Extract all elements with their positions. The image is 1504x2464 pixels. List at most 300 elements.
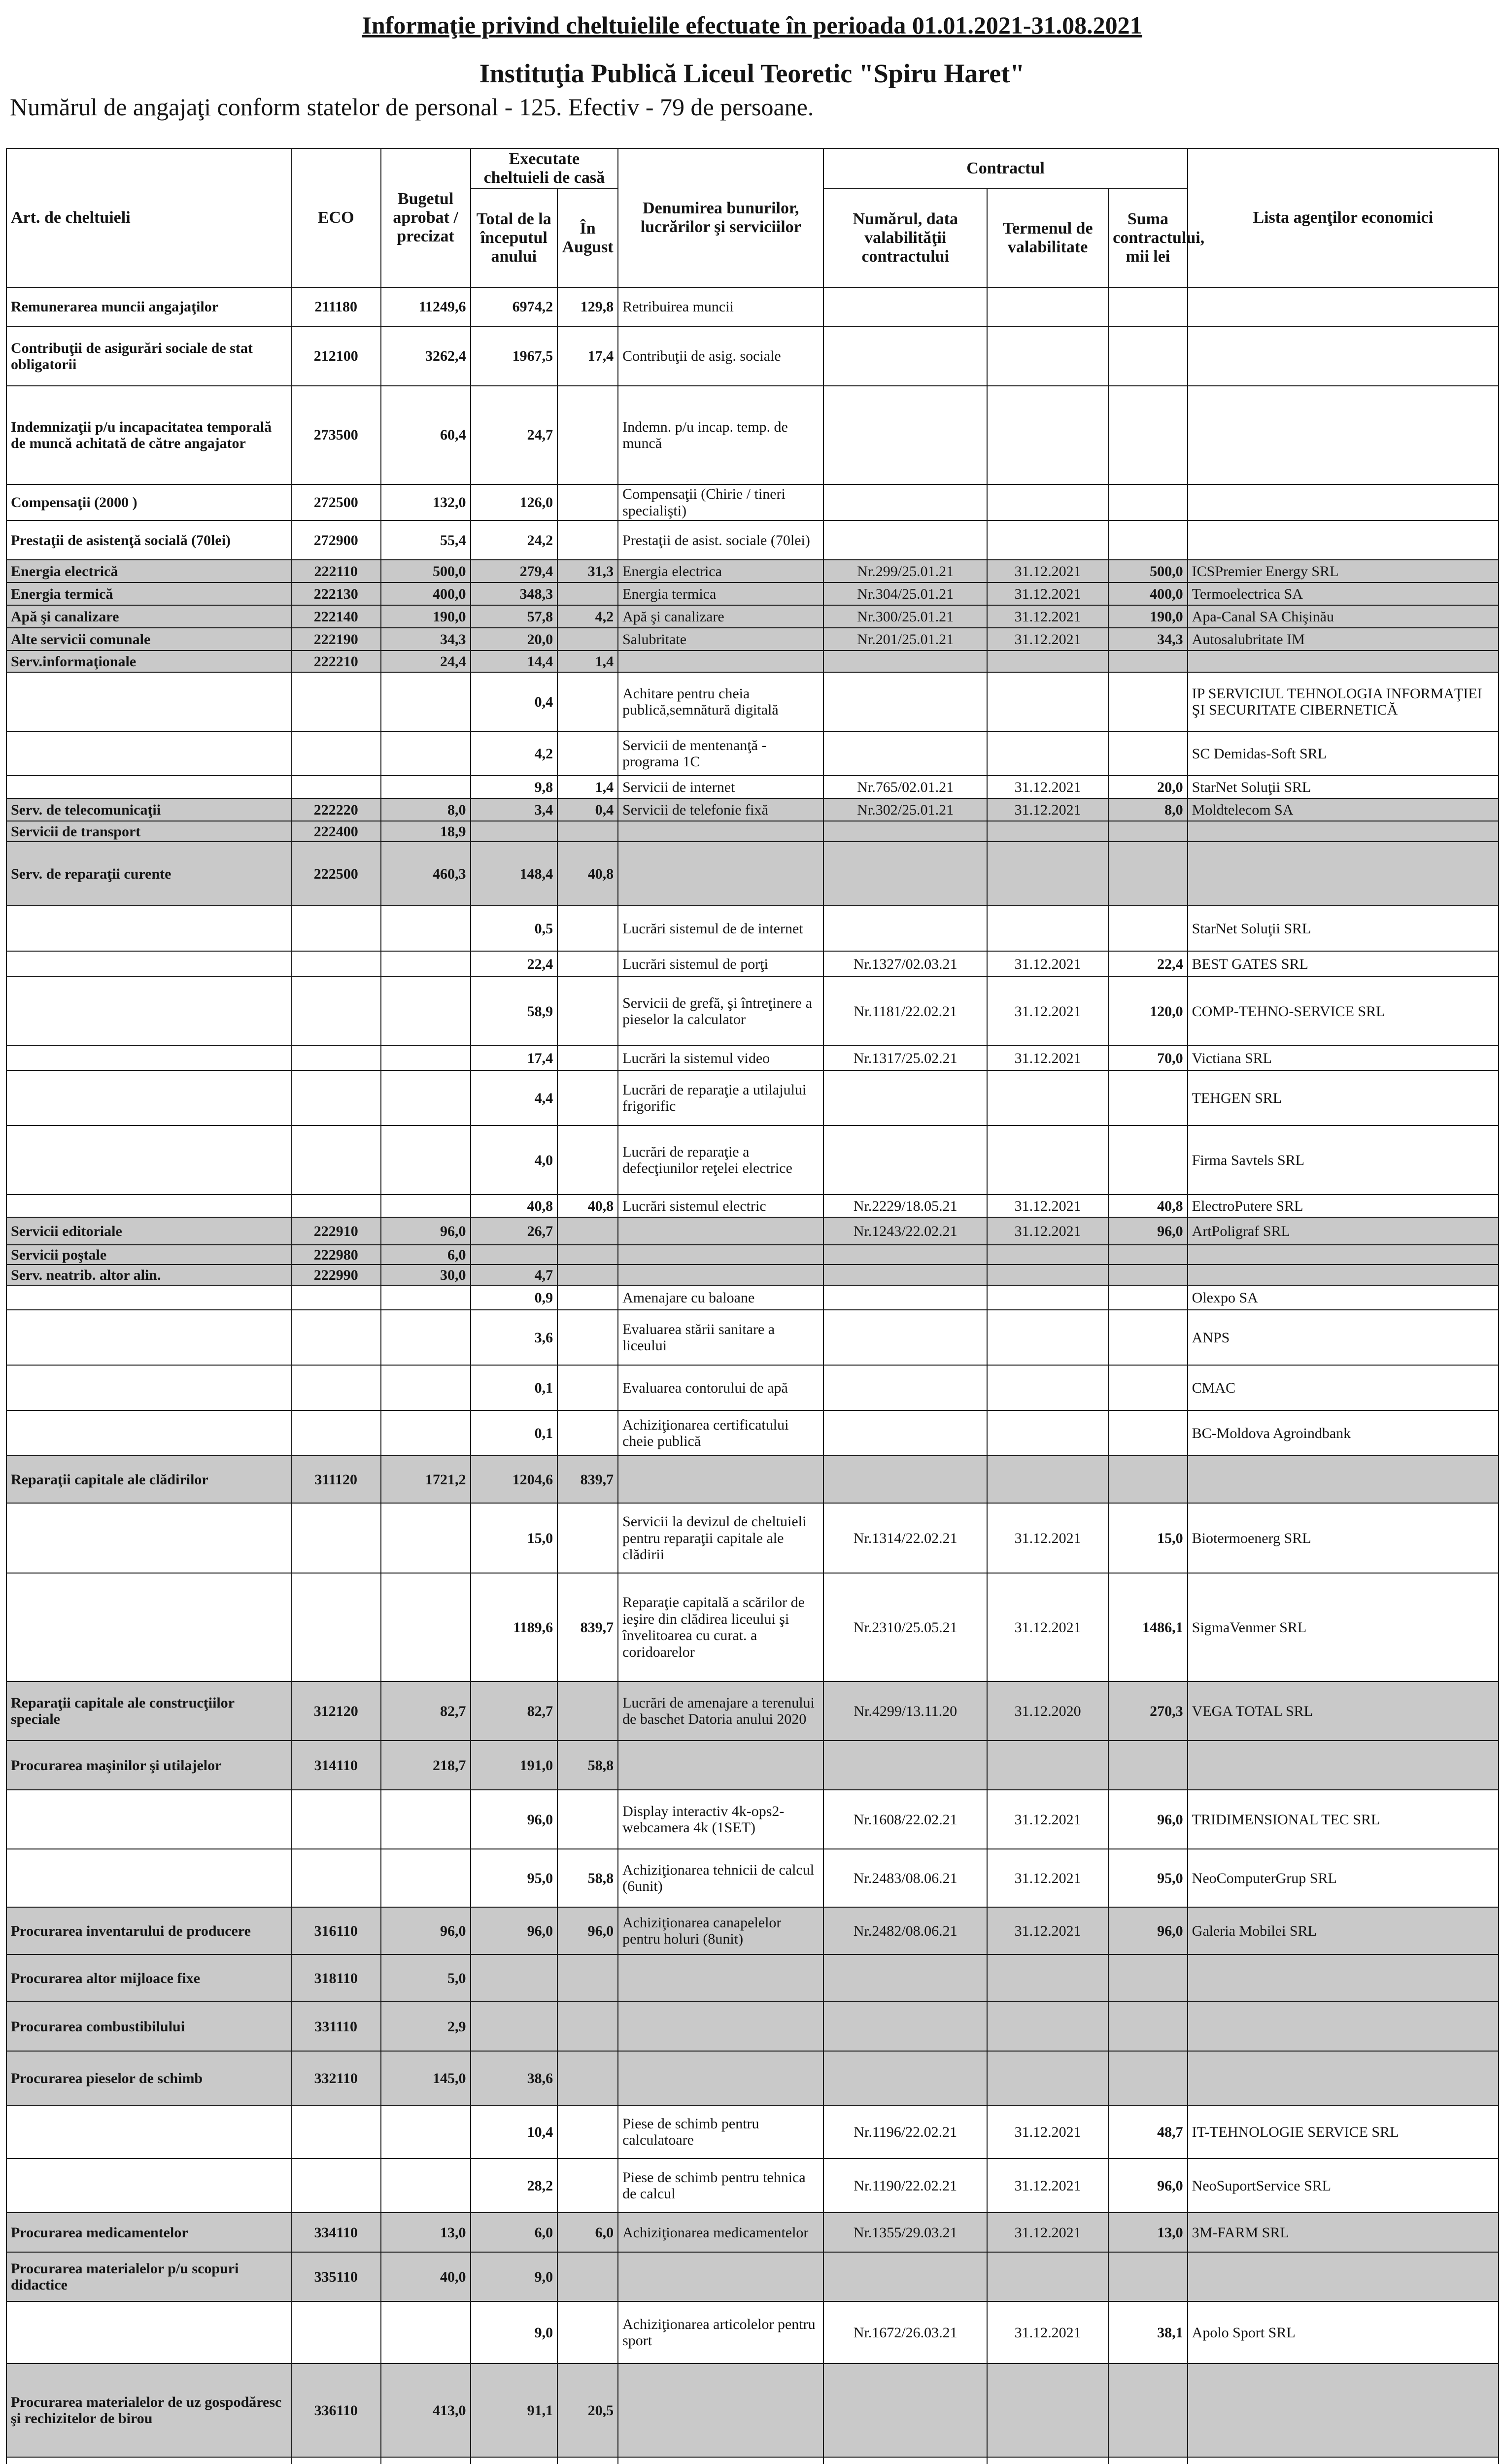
- cell-executed-august: [557, 2002, 618, 2051]
- cell-executed-total: 91,1: [471, 2363, 558, 2457]
- cell-goods: Reparaţie capitală a scărilor de ieşire din clădirea liceului şi învelitoarea cu curat. a coridoarelor: [618, 1573, 823, 1681]
- cell-contract-sum: [1108, 2002, 1188, 2051]
- cell-contract-no: [823, 650, 987, 672]
- cell-budget: [381, 1070, 471, 1126]
- cell-executed-august: [557, 628, 618, 650]
- cell-executed-august: 839,7: [557, 1456, 618, 1503]
- cell-executed-august: [557, 731, 618, 776]
- cell-contract-no: Nr.1327/02.03.21: [823, 951, 987, 977]
- cell-agent: CMAC: [1188, 1365, 1499, 1410]
- cell-goods: Lucrări sistemul electric: [618, 1195, 823, 1217]
- cell-article: [6, 1310, 291, 1365]
- cell-agent: TEHGEN SRL: [1188, 1070, 1499, 1126]
- cell-contract-sum: [1108, 2363, 1188, 2457]
- cell-budget: [381, 672, 471, 731]
- cell-eco: [291, 1849, 381, 1907]
- cell-executed-august: [557, 2301, 618, 2363]
- cell-agent: BEST GATES SRL: [1188, 951, 1499, 977]
- cell-eco: [291, 2105, 381, 2158]
- col-header-goods: Denumirea bunurilor, lucrărilor şi serviciilor: [618, 148, 823, 287]
- cell-executed-total: 3,4: [471, 798, 558, 821]
- cell-agent: [1188, 386, 1499, 484]
- cell-validity: [987, 1245, 1108, 1265]
- table-row: [6, 2051, 1499, 2105]
- cell-agent: [1188, 1245, 1499, 1265]
- cell-agent: ArtPoligraf SRL: [1188, 1217, 1499, 1245]
- cell-agent: [1188, 520, 1499, 560]
- cell-executed-total: 0,1: [471, 1365, 558, 1410]
- cell-agent: Autosalubritate IM: [1188, 628, 1499, 650]
- cell-executed-august: [557, 1046, 618, 1070]
- cell-agent: TRIDIMENSIONAL TEC SRL: [1188, 1790, 1499, 1849]
- cell-eco: [291, 1410, 381, 1456]
- cell-eco: 222140: [291, 605, 381, 628]
- cell-eco: 314110: [291, 1741, 381, 1790]
- cell-article: Compensaţii (2000 ): [6, 484, 291, 520]
- cell-executed-total: [471, 821, 558, 842]
- cell-budget: [381, 1365, 471, 1410]
- cell-budget: 96,0: [381, 1217, 471, 1245]
- cell-contract-no: Nr.765/02.01.21: [823, 776, 987, 798]
- cell-budget: 190,0: [381, 605, 471, 628]
- cell-contract-sum: [1108, 906, 1188, 951]
- cell-contract-no: Nr.2310/25.05.21: [823, 1573, 987, 1681]
- cell-executed-august: [557, 1410, 618, 1456]
- cell-agent: [1188, 1954, 1499, 2002]
- cell-contract-sum: [1108, 1245, 1188, 1265]
- table-row: [6, 906, 1499, 951]
- cell-validity: [987, 1741, 1108, 1790]
- cell-eco: [291, 1573, 381, 1681]
- cell-budget: [381, 977, 471, 1046]
- table-row: [6, 1456, 1499, 1503]
- cell-validity: 31.12.2021: [987, 560, 1108, 582]
- cell-executed-august: [557, 977, 618, 1046]
- cell-contract-no: [823, 842, 987, 906]
- table-row: [6, 2002, 1499, 2051]
- cell-budget: [381, 1790, 471, 1849]
- cell-contract-no: [823, 520, 987, 560]
- cell-executed-august: 129,8: [557, 287, 618, 327]
- cell-contract-no: Nr.1672/26.03.21: [823, 2301, 987, 2363]
- cell-article: [6, 1410, 291, 1456]
- cell-article: Serv.informaţionale: [6, 650, 291, 672]
- cell-article: [6, 2105, 291, 2158]
- cell-executed-august: 96,0: [557, 1907, 618, 1954]
- cell-contract-sum: [1108, 1365, 1188, 1410]
- cell-executed-total: 28,2: [471, 2158, 558, 2213]
- document-title: Informaţie privind cheltuielile efectuate în perioada 01.01.2021-31.08.2021: [362, 11, 1142, 39]
- table-row: [6, 2158, 1499, 2213]
- table-row: [6, 1741, 1499, 1790]
- cell-contract-no: [823, 672, 987, 731]
- cell-eco: [291, 2301, 381, 2363]
- cell-goods: Achiziţionarea tehnicii de calcul (6unit): [618, 1849, 823, 1907]
- cell-article: Apă şi canalizare: [6, 605, 291, 628]
- cell-contract-no: [823, 1285, 987, 1310]
- cell-validity: [987, 386, 1108, 484]
- cell-contract-sum: 1486,1: [1108, 1573, 1188, 1681]
- cell-contract-sum: [1108, 484, 1188, 520]
- cell-validity: [987, 672, 1108, 731]
- cell-contract-sum: [1108, 672, 1188, 731]
- cell-executed-total: 191,0: [471, 1741, 558, 1790]
- cell-contract-sum: [1108, 1126, 1188, 1195]
- cell-budget: 18,9: [381, 821, 471, 842]
- cell-eco: [291, 1790, 381, 1849]
- cell-contract-no: Nr.4299/13.11.20: [823, 1681, 987, 1741]
- cell-budget: 3262,4: [381, 327, 471, 386]
- cell-contract-sum: 34,3: [1108, 628, 1188, 650]
- col-header-executed: Executate cheltuieli de casă: [471, 148, 618, 189]
- cell-budget: [381, 951, 471, 977]
- cell-eco: [291, 1195, 381, 1217]
- cell-executed-total: 58,9: [471, 977, 558, 1046]
- cell-validity: 31.12.2021: [987, 951, 1108, 977]
- cell-executed-august: 1,4: [557, 650, 618, 672]
- cell-contract-no: [823, 287, 987, 327]
- table-row: [6, 1217, 1499, 1245]
- cell-executed-total: 15,0: [471, 1503, 558, 1573]
- cell-validity: 31.12.2021: [987, 1849, 1108, 1907]
- table-row: [6, 798, 1499, 821]
- cell-contract-sum: [1108, 821, 1188, 842]
- cell-budget: 413,0: [381, 2363, 471, 2457]
- cell-executed-total: 9,0: [471, 2301, 558, 2363]
- cell-goods: Achiziţionarea medicamentelor: [618, 2213, 823, 2252]
- cell-contract-no: Nr.299/25.01.21: [823, 560, 987, 582]
- cell-agent: COMP-TEHNO-SERVICE SRL: [1188, 977, 1499, 1046]
- cell-budget: 11249,6: [381, 287, 471, 327]
- cell-goods: Display interactiv 4k-ops2-webcamera 4k (1SET): [618, 1790, 823, 1849]
- cell-executed-total: 17,4: [471, 1046, 558, 1070]
- cell-executed-total: 0,4: [471, 672, 558, 731]
- cell-article: Procurarea medicamentelor: [6, 2213, 291, 2252]
- cell-validity: [987, 1365, 1108, 1410]
- cell-executed-total: 3,6: [471, 1310, 558, 1365]
- cell-article: Procurarea combustibilului: [6, 2002, 291, 2051]
- cell-executed-august: [557, 1503, 618, 1573]
- cell-executed-august: [557, 1285, 618, 1310]
- cell-executed-total: 22,4: [471, 951, 558, 977]
- cell-executed-august: [557, 1126, 618, 1195]
- cell-executed-total: 14,4: [471, 650, 558, 672]
- cell-agent: SC Demidas-Soft SRL: [1188, 731, 1499, 776]
- cell-agent: StarNet Soluţii SRL: [1188, 776, 1499, 798]
- cell-eco: 222500: [291, 842, 381, 906]
- cell-contract-sum: [1108, 327, 1188, 386]
- cell-goods: Achiziţionarea certificatului cheie publică: [618, 1410, 823, 1456]
- col-header-contract: Contractul: [823, 148, 1187, 189]
- cell-contract-sum: 96,0: [1108, 1907, 1188, 1954]
- cell-executed-total: 126,0: [471, 484, 558, 520]
- cell-validity: [987, 287, 1108, 327]
- cell-agent: NeoComputerGrup SRL: [1188, 1849, 1499, 1907]
- cell-contract-sum: 48,7: [1108, 2105, 1188, 2158]
- cell-executed-total: 95,0: [471, 1849, 558, 1907]
- cell-eco: 336110: [291, 2363, 381, 2457]
- cell-contract-sum: [1108, 2252, 1188, 2301]
- table-row: [6, 628, 1499, 650]
- cell-article: [6, 2457, 291, 2464]
- table-row: [6, 1365, 1499, 1410]
- cell-contract-no: Nr.1190/22.02.21: [823, 2158, 987, 2213]
- cell-executed-total: 9,8: [471, 776, 558, 798]
- col-header-sum: Suma contractului, mii lei: [1108, 189, 1188, 287]
- cell-goods: Compensaţii (Chirie / tineri specialişti): [618, 484, 823, 520]
- cell-validity: 31.12.2021: [987, 1046, 1108, 1070]
- cell-contract-no: [823, 1456, 987, 1503]
- cell-validity: [987, 2051, 1108, 2105]
- cell-contract-sum: [1108, 650, 1188, 672]
- cell-agent: IT-TEHNOLOGIE SERVICE SRL: [1188, 2105, 1499, 2158]
- cell-executed-total: 0,9: [471, 1285, 558, 1310]
- cell-contract-sum: 270,3: [1108, 1681, 1188, 1741]
- col-header-contract-no: Numărul, data valabilităţii contractului: [823, 189, 987, 287]
- cell-executed-august: [557, 1365, 618, 1410]
- cell-agent: BC-Moldova Agroindbank: [1188, 1410, 1499, 1456]
- cell-executed-august: 4,2: [557, 605, 618, 628]
- cell-eco: 331110: [291, 2002, 381, 2051]
- cell-goods: [618, 2252, 823, 2301]
- cell-executed-total: 348,3: [471, 582, 558, 605]
- cell-executed-total: [471, 2457, 558, 2464]
- cell-executed-august: 40,8: [557, 1195, 618, 1217]
- cell-agent: Apolo Sport SRL: [1188, 2301, 1499, 2363]
- cell-validity: [987, 327, 1108, 386]
- cell-contract-no: Nr.2229/18.05.21: [823, 1195, 987, 1217]
- table-row: [6, 1126, 1499, 1195]
- cell-agent: Firma Savtels SRL: [1188, 1126, 1499, 1195]
- cell-article: Procurarea inventarului de producere: [6, 1907, 291, 1954]
- cell-executed-august: [557, 2051, 618, 2105]
- cell-goods: Servicii la devizul de cheltuieli pentru reparaţii capitale ale clădirii: [618, 1503, 823, 1573]
- cell-executed-total: 0,1: [471, 1410, 558, 1456]
- cell-eco: [291, 1046, 381, 1070]
- cell-contract-sum: 96,0: [1108, 1790, 1188, 1849]
- cell-validity: 31.12.2021: [987, 1217, 1108, 1245]
- cell-validity: [987, 1126, 1108, 1195]
- cell-contract-no: [823, 2051, 987, 2105]
- cell-executed-total: 0,5: [471, 906, 558, 951]
- cell-validity: [987, 1070, 1108, 1126]
- table-row: [6, 1410, 1499, 1456]
- cell-eco: 312120: [291, 1681, 381, 1741]
- table-row: [6, 2363, 1499, 2457]
- cell-goods: Achiziţionarea articolelor pentru sport: [618, 2301, 823, 2363]
- cell-eco: 272900: [291, 520, 381, 560]
- cell-contract-sum: 190,0: [1108, 605, 1188, 628]
- cell-executed-august: [557, 1245, 618, 1265]
- cell-executed-total: 1189,6: [471, 1573, 558, 1681]
- cell-article: [6, 1285, 291, 1310]
- employees-note: Numărul de angajaţi conform statelor de personal - 125. Efectiv - 79 de persoane.: [10, 93, 814, 121]
- cell-agent: NeoSuportService SRL: [1188, 2158, 1499, 2213]
- cell-budget: [381, 2457, 471, 2464]
- cell-contract-no: [823, 2363, 987, 2457]
- cell-validity: [987, 842, 1108, 906]
- cell-agent: Apa-Canal SA Chişinău: [1188, 605, 1499, 628]
- cell-goods: [618, 1741, 823, 1790]
- cell-contract-no: [823, 2457, 987, 2464]
- cell-article: Energia termică: [6, 582, 291, 605]
- cell-executed-august: [557, 520, 618, 560]
- cell-budget: 8,0: [381, 798, 471, 821]
- cell-agent: [1188, 1456, 1499, 1503]
- cell-validity: [987, 2457, 1108, 2464]
- cell-contract-no: [823, 1126, 987, 1195]
- cell-goods: Servicii de internet: [618, 776, 823, 798]
- cell-budget: [381, 1310, 471, 1365]
- cell-eco: [291, 1285, 381, 1310]
- cell-executed-august: 6,0: [557, 2213, 618, 2252]
- table-row: [6, 520, 1499, 560]
- cell-agent: Biotermoenerg SRL: [1188, 1503, 1499, 1573]
- cell-validity: [987, 2002, 1108, 2051]
- cell-article: Procurarea materialelor de uz gospodăresc şi rechizitelor de birou: [6, 2363, 291, 2457]
- cell-contract-no: Nr.1317/25.02.21: [823, 1046, 987, 1070]
- cell-article: Energia electrică: [6, 560, 291, 582]
- cell-validity: 31.12.2021: [987, 1573, 1108, 1681]
- cell-budget: [381, 1126, 471, 1195]
- cell-eco: 335110: [291, 2252, 381, 2301]
- cell-validity: [987, 2252, 1108, 2301]
- cell-contract-no: [823, 1310, 987, 1365]
- cell-executed-august: [557, 2158, 618, 2213]
- cell-validity: 31.12.2021: [987, 2213, 1108, 2252]
- cell-eco: 212100: [291, 327, 381, 386]
- cell-contract-no: Nr.300/25.01.21: [823, 605, 987, 628]
- cell-contract-sum: [1108, 386, 1188, 484]
- cell-goods: Lucrări sistemul de porţi: [618, 951, 823, 977]
- table-row: [6, 2252, 1499, 2301]
- cell-executed-total: 4,4: [471, 1070, 558, 1126]
- cell-executed-august: [557, 1954, 618, 2002]
- table-row: [6, 1849, 1499, 1907]
- cell-validity: 31.12.2021: [987, 798, 1108, 821]
- cell-article: [6, 977, 291, 1046]
- cell-agent: SigmaVenmer SRL: [1188, 1573, 1499, 1681]
- cell-eco: [291, 1126, 381, 1195]
- table-row: [6, 842, 1499, 906]
- cell-article: Serv. de reparaţii curente: [6, 842, 291, 906]
- cell-executed-august: [557, 1070, 618, 1126]
- cell-agent: [1188, 2363, 1499, 2457]
- cell-article: [6, 731, 291, 776]
- cell-goods: [618, 2051, 823, 2105]
- table-row: [6, 1310, 1499, 1365]
- cell-executed-total: 24,7: [471, 386, 558, 484]
- table-row: [6, 1503, 1499, 1573]
- cell-budget: 24,4: [381, 650, 471, 672]
- cell-contract-no: Nr.1196/22.02.21: [823, 2105, 987, 2158]
- cell-article: Prestaţii de asistenţă socială (70lei): [6, 520, 291, 560]
- table-row: [6, 951, 1499, 977]
- cell-contract-sum: [1108, 1954, 1188, 2002]
- cell-goods: Apă şi canalizare: [618, 605, 823, 628]
- cell-goods: Evaluarea contorului de apă: [618, 1365, 823, 1410]
- cell-contract-sum: 500,0: [1108, 560, 1188, 582]
- table-row: [6, 821, 1499, 842]
- cell-executed-total: [471, 1245, 558, 1265]
- cell-eco: 273500: [291, 386, 381, 484]
- cell-eco: [291, 977, 381, 1046]
- table-row: [6, 1195, 1499, 1217]
- cell-agent: [1188, 2252, 1499, 2301]
- cell-validity: [987, 520, 1108, 560]
- cell-contract-sum: [1108, 1070, 1188, 1126]
- cell-eco: [291, 672, 381, 731]
- cell-eco: 272500: [291, 484, 381, 520]
- table-row: [6, 2457, 1499, 2464]
- cell-executed-august: [557, 2457, 618, 2464]
- cell-eco: 222220: [291, 798, 381, 821]
- cell-goods: Servicii de mentenanţă - programa 1C: [618, 731, 823, 776]
- cell-eco: 222130: [291, 582, 381, 605]
- cell-agent: Galeria Mobilei SRL: [1188, 1907, 1499, 1954]
- cell-eco: [291, 951, 381, 977]
- cell-article: [6, 1195, 291, 1217]
- cell-executed-total: 4,2: [471, 731, 558, 776]
- cell-article: Serv. de telecomunicaţii: [6, 798, 291, 821]
- cell-budget: [381, 1046, 471, 1070]
- cell-validity: 31.12.2021: [987, 1790, 1108, 1849]
- cell-eco: 222980: [291, 1245, 381, 1265]
- cell-goods: Lucrări de amenajare a terenului de baschet Datoria anului 2020: [618, 1681, 823, 1741]
- cell-validity: 31.12.2021: [987, 1907, 1108, 1954]
- cell-eco: 222190: [291, 628, 381, 650]
- table-row: [6, 1907, 1499, 1954]
- cell-agent: ANPS: [1188, 1310, 1499, 1365]
- col-header-august: În August: [557, 189, 618, 287]
- cell-agent: [1188, 1741, 1499, 1790]
- cell-executed-august: 839,7: [557, 1573, 618, 1681]
- cell-budget: [381, 2105, 471, 2158]
- cell-article: [6, 1070, 291, 1126]
- col-header-validity: Termenul de valabilitate: [987, 189, 1108, 287]
- cell-eco: [291, 1310, 381, 1365]
- cell-contract-no: [823, 1741, 987, 1790]
- cell-article: Servicii poştale: [6, 1245, 291, 1265]
- cell-goods: [618, 842, 823, 906]
- cell-budget: 55,4: [381, 520, 471, 560]
- cell-executed-total: 1204,6: [471, 1456, 558, 1503]
- table-row: [6, 287, 1499, 327]
- cell-contract-sum: 400,0: [1108, 582, 1188, 605]
- cell-budget: 218,7: [381, 1741, 471, 1790]
- cell-budget: 60,4: [381, 386, 471, 484]
- cell-executed-total: 279,4: [471, 560, 558, 582]
- cell-executed-august: [557, 484, 618, 520]
- cell-article: Serv. neatrib. altor alin.: [6, 1265, 291, 1285]
- cell-eco: [291, 731, 381, 776]
- cell-agent: [1188, 1265, 1499, 1285]
- cell-contract-sum: [1108, 1410, 1188, 1456]
- cell-eco: 222990: [291, 1265, 381, 1285]
- cell-article: Servicii editoriale: [6, 1217, 291, 1245]
- table-row: [6, 1573, 1499, 1681]
- cell-article: Procurarea materialelor p/u scopuri didactice: [6, 2252, 291, 2301]
- cell-validity: 31.12.2021: [987, 1195, 1108, 1217]
- table-row: [6, 2301, 1499, 2363]
- cell-budget: [381, 1573, 471, 1681]
- cell-budget: 2,9: [381, 2002, 471, 2051]
- cell-agent: [1188, 484, 1499, 520]
- cell-validity: [987, 1456, 1108, 1503]
- cell-eco: [291, 1503, 381, 1573]
- cell-contract-no: [823, 1070, 987, 1126]
- cell-goods: Energia electrica: [618, 560, 823, 582]
